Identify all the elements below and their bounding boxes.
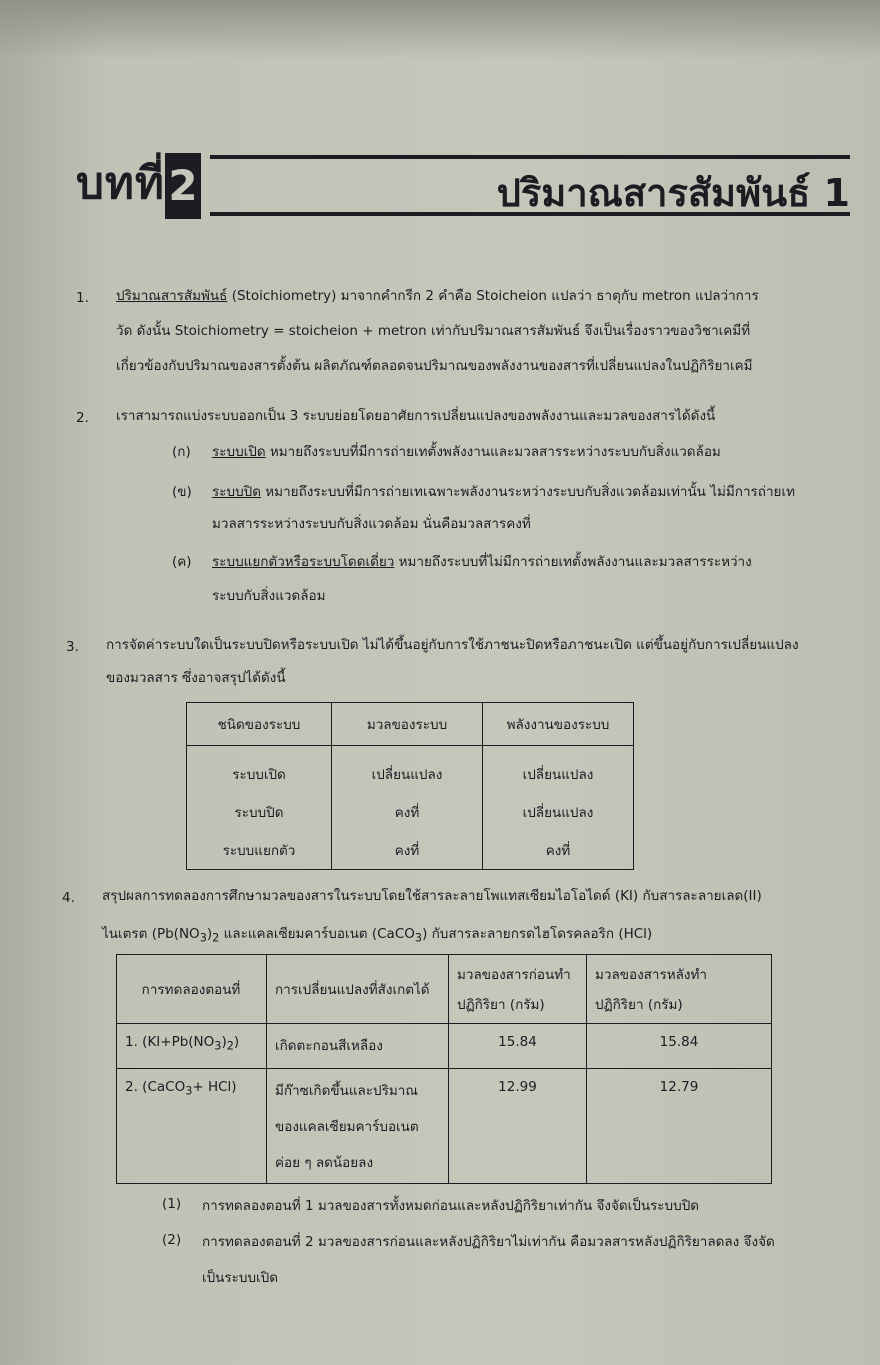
item4-line1: สรุปผลการทดลองการศึกษามวลของสารในระบบโดยใช้สารละลายโพแทสเซียมไอโอไดด์ (KI) กับสารละลายเลด(II) [102,888,762,904]
item4-line2 [102,924,652,949]
table-cell: 15.84 [449,1024,587,1069]
experiment-results-table [116,954,772,1184]
table-cell: เปลี่ยนแปลง [332,746,483,794]
subscript: 2 [226,1039,234,1053]
header-rule-top [210,155,850,159]
closed-system-term: ระบบปิด [212,484,261,500]
item-number: 4. [62,890,75,906]
table-cell: คงที่ [332,831,483,870]
item1-line1 [116,286,759,306]
table-cell: 15.84 [587,1024,772,1069]
header-line: ปฏิกิริยา (กรัม) [457,997,545,1013]
item4-line2-b: ) [206,926,213,942]
note-label: (1) [162,1196,182,1212]
item-number: 1. [76,290,89,306]
note-2: การทดลองตอนที่ 2 มวลของสารก่อนและหลังปฏิกิริยาไม่เท่ากัน คือมวลสารหลังปฏิกิริยาลดลง จึงจัด [202,1234,775,1250]
chapter-word: บทที่ [76,158,165,209]
item1-line2: วัด ดังนั้น Stoichiometry = stoicheion + metron เท่ากับปริมาณสารสัมพันธ์ จึงเป็นเรื่องราวของวิชาเคมีที่ [116,323,751,339]
system-types-table [186,702,634,870]
table-row [187,831,634,870]
item1-line3: เกี่ยวข้องกับปริมาณของสารตั้งต้น ผลิตภัณฑ์ตลอดจนปริมาณของพลังงานของสารที่เปลี่ยนแปลงในปฏิกิริยาเคมี [116,358,753,374]
item4-line2-a: ไนเตรต (Pb(NO [102,926,200,942]
cell-line: ของแคลเซียมคาร์บอเนต [275,1119,419,1135]
subscript: 3 [185,1084,193,1098]
subscript: 2 [212,931,220,945]
header-line: มวลของสารก่อนทำ [457,967,571,983]
cell-line: ค่อย ๆ ลดน้อยลง [275,1155,374,1171]
item2-c [212,552,752,572]
item2-intro: เราสามารถแบ่งระบบออกเป็น 3 ระบบย่อยโดยอาศัยการเปลี่ยนแปลงของพลังงานและมวลของสารได้ดังนี้ [116,408,716,424]
table-row [187,746,634,794]
table-cell: คงที่ [332,793,483,831]
item2-a-label: (ก) [172,444,191,460]
table-cell [117,1069,267,1184]
item2-a [212,442,721,462]
exp-label: 2. (CaCO [125,1079,186,1095]
item1-line1-rest: (Stoichiometry) มาจากคำกรีก 2 คำคือ Stoicheion แปลว่า ธาตุกับ metron แปลว่าการ [227,288,759,304]
note-label: (2) [162,1232,182,1248]
open-system-term: ระบบเปิด [212,444,266,460]
table-header [449,955,587,1024]
table-header: พลังงานของระบบ [483,703,634,746]
table-row [117,1024,772,1069]
item4-line2-d: ) กับสารละลายกรดไฮโดรคลอริก (HCl) [422,926,653,942]
item3-line2: ของมวลสาร ซึ่งอาจสรุปได้ดังนี้ [106,670,286,686]
exp-label: + HCl) [192,1079,237,1095]
item2-c-text: หมายถึงระบบที่ไม่มีการถ่ายเทตั้งพลังงานและมวลสารระหว่าง [394,554,752,570]
cell-line: มีก๊าซเกิดขึ้นและปริมาณ [275,1083,418,1099]
table-cell: ระบบเปิด [187,746,332,794]
table-header: มวลของระบบ [332,703,483,746]
table-cell: คงที่ [483,831,634,870]
item2-c-text2: ระบบกับสิ่งแวดล้อม [212,588,326,604]
page-shadow [0,0,880,60]
item3-line1: การจัดค่าระบบใดเป็นระบบปิดหรือระบบเปิด ไม่ได้ขึ้นอยู่กับการใช้ภาชนะปิดหรือภาชนะเปิด แต่ขึ้นอยู่กับการเปลี่ยนแปลง [106,637,799,653]
table-header: การเปลี่ยนแปลงที่สังเกตได้ [267,955,449,1024]
table-cell: เกิดตะกอนสีเหลือง [267,1024,449,1069]
table-row [187,793,634,831]
table-header-row [117,955,772,1024]
isolated-system-term: ระบบแยกตัวหรือระบบโดดเดี่ยว [212,554,395,570]
exp-label: ) [233,1034,240,1050]
chapter-number: 2 [165,153,201,219]
subscript: 3 [199,931,207,945]
table-cell: ระบบแยกตัว [187,831,332,870]
stoichiometry-term: ปริมาณสารสัมพันธ์ [116,288,228,304]
item-number: 3. [66,639,79,655]
header-line: ปฏิกิริยา (กรัม) [595,997,683,1013]
subscript: 3 [414,931,423,945]
table-cell [117,1024,267,1069]
header-line: มวลของสารหลังทำ [595,967,707,983]
item4-line2-c: และแคลเซียมคาร์บอเนต (CaCO [219,926,415,942]
exp-label: ) [221,1034,227,1050]
item2-a-text: หมายถึงระบบที่มีการถ่ายเทตั้งพลังงานและมวลสารระหว่างระบบกับสิ่งแวดล้อม [265,444,721,460]
item2-b-label: (ข) [172,484,192,500]
exp-label: 1. (KI+Pb(NO [125,1034,215,1050]
table-cell [267,1069,449,1184]
table-header: การทดลองตอนที่ [117,955,267,1024]
table-cell: ระบบปิด [187,793,332,831]
table-header: ชนิดของระบบ [187,703,332,746]
table-header [587,955,772,1024]
item2-b-text: หมายถึงระบบที่มีการถ่ายเทเฉพาะพลังงานระหว่างระบบกับสิ่งแวดล้อมเท่านั้น ไม่มีการถ่ายเท [260,484,795,500]
subscript: 3 [214,1039,222,1053]
item2-c-label: (ค) [172,554,192,570]
table-cell: เปลี่ยนแปลง [483,746,634,794]
table-cell: เปลี่ยนแปลง [483,793,634,831]
table-header-row [187,703,634,746]
table-cell: 12.79 [587,1069,772,1184]
item2-b [212,482,795,502]
table-cell: 12.99 [449,1069,587,1184]
note-2-cont: เป็นระบบเปิด [202,1270,279,1286]
table-row [117,1069,772,1184]
chapter-title: ปริมาณสารสัมพันธ์ 1 [496,171,850,215]
note-1: การทดลองตอนที่ 1 มวลของสารทั้งหมดก่อนและหลังปฏิกิริยาเท่ากัน จึงจัดเป็นระบบปิด [202,1198,700,1214]
item-number: 2. [76,410,89,426]
item2-b-text2: มวลสารระหว่างระบบกับสิ่งแวดล้อม นั่นคือมวลสารคงที่ [212,516,531,532]
